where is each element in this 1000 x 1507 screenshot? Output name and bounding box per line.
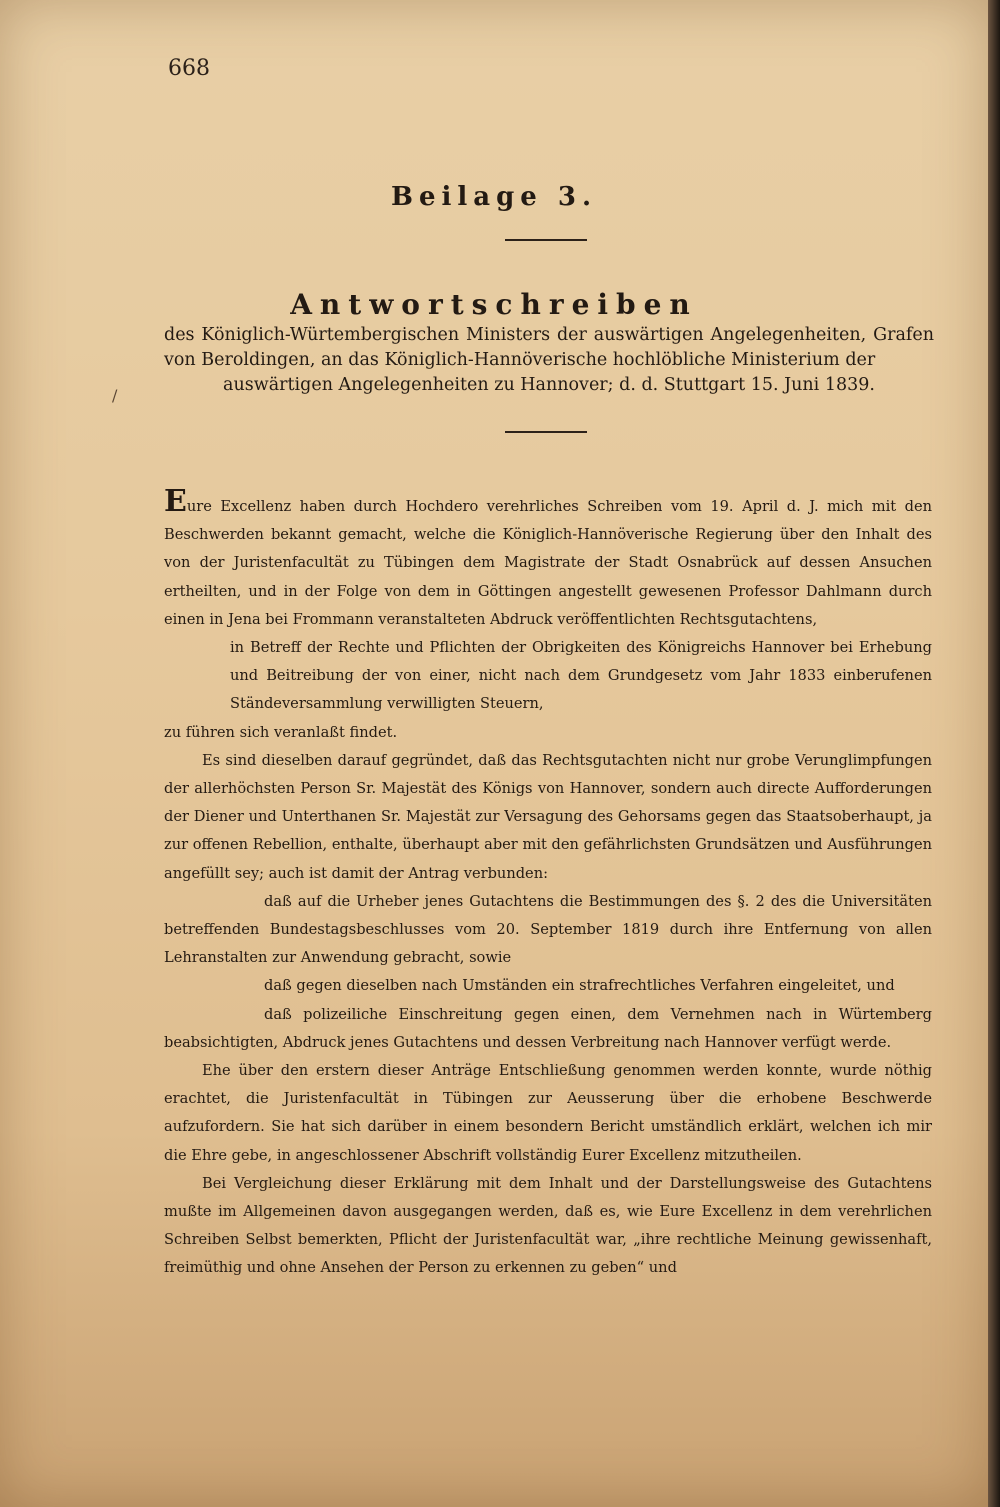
divider-rule [505, 239, 587, 241]
paragraph-2-quote-3: daß polizeiliche Einschreitung gegen einen, dem Vernehmen nach in Würtemberg beabsichtigten, Abdruck jenes Gutachtens und dessen Verbreitung nach Hannover verfügt werde. [164, 1005, 932, 1051]
letter-body [164, 484, 932, 1283]
letter-subtitle [164, 323, 934, 398]
margin-mark: / [112, 386, 118, 405]
subtitle-line-3: auswärtigen Angelegenheiten zu Hannover; d. d. Stuttgart 15. Juni 1839. [223, 375, 875, 395]
letter-heading: Antwortschreiben [290, 288, 698, 321]
paragraph-1 [164, 484, 932, 634]
paragraph-2-quote-1: daß auf die Urheber jenes Gutachtens die Bestimmungen des §. 2 des die Universitäten betreffenden Bundestagsbeschlusses vom 20. September 1819 durch ihre Entfernung von allen Lehranstalten zur Anwendung gebracht, sowie [164, 892, 932, 967]
paragraph-2-quote-2: daß gegen dieselben nach Umständen ein strafrechtliches Verfahren eingeleitet, und [264, 977, 895, 995]
drop-cap: E [164, 484, 187, 519]
subtitle-line-2: von Beroldingen, an das Königlich-Hannöverische hochlöbliche Ministerium der [164, 350, 876, 370]
paragraph-4: Bei Vergleichung dieser Erklärung mit dem Inhalt und der Darstellungsweise des Gutachtens mußte im Allgemeinen davon ausgegangen werden, daß es, wie Eure Excellenz in dem verehrlichen Schreiben Selbst bemerkten, Pflicht der Juristenfacultät war, „ihre rechtliche Meinung gewissenhaft, freimüthig und ohne Ansehen der Person zu erkennen zu geben“ und [164, 1174, 932, 1277]
paragraph-3: Ehe über den erstern dieser Anträge Entschließung genommen werden konnte, wurde nöthig erachtet, die Juristenfacultät in Tübingen zur Aeusserung über die erhobene Beschwerde aufzufordern. Sie hat sich darüber in einem besondern Bericht umständlich erklärt, welchen ich mir die Ehre gebe, in angeschlossener Abschrift vollständig Eurer Excellenz mitzutheilen. [164, 1062, 932, 1164]
paragraph-2: Es sind dieselben darauf gegründet, daß das Rechtsgutachten nicht nur grobe Verunglimpfungen der allerhöchsten Person Sr. Majestät des Königs von Hannover, sondern auch directe Aufforderungen der Diener und Unterthanen Sr. Majestät zur Versagung des Gehorsams gegen das Staatsoberhaupt, ja zur offenen Rebellion, enthalte, überhaupt aber mit den gefährlichsten Grundsätzen und Ausführungen angefüllt sey; auch ist damit der Antrag verbunden: [164, 751, 932, 882]
book-spine [988, 0, 1000, 1507]
paragraph-1-end: zu führen sich veranlaßt findet. [164, 723, 398, 741]
paragraph-1-quote: in Betreff der Rechte und Pflichten der Obrigkeiten des Königreichs Hannover bei Erhebung und Beitreibung der von einer, nicht nach dem Grundgesetz vom Jahr 1833 einberufenen Ständeversammlung verwilligten Steuern, [230, 639, 932, 713]
subtitle-line-1: des Königlich-Würtembergischen Ministers der auswärtigen Angelegenheiten, Grafen [164, 325, 934, 345]
paragraph-1-text: ure Excellenz haben durch Hochdero verehrliches Schreiben vom 19. April d. J. mich mit den Beschwerden bekannt gemacht, welche die Königlich-Hannöverische Regierung über den Inhalt des von der Juristenfacultät zu Tübingen dem Magistrate der Stadt Osnabrück auf dessen Ansuchen ertheilten, und in der Folge von dem in Göttingen angestellt gewesenen Professor Dahlmann durch einen in Jena bei Frommann veranstalteten Abdruck veröffentlichten Rechtsgutachtens, [164, 498, 932, 628]
appendix-title: Beilage 3. [390, 182, 598, 212]
page-number: 668 [168, 56, 210, 81]
divider-rule [505, 431, 587, 433]
